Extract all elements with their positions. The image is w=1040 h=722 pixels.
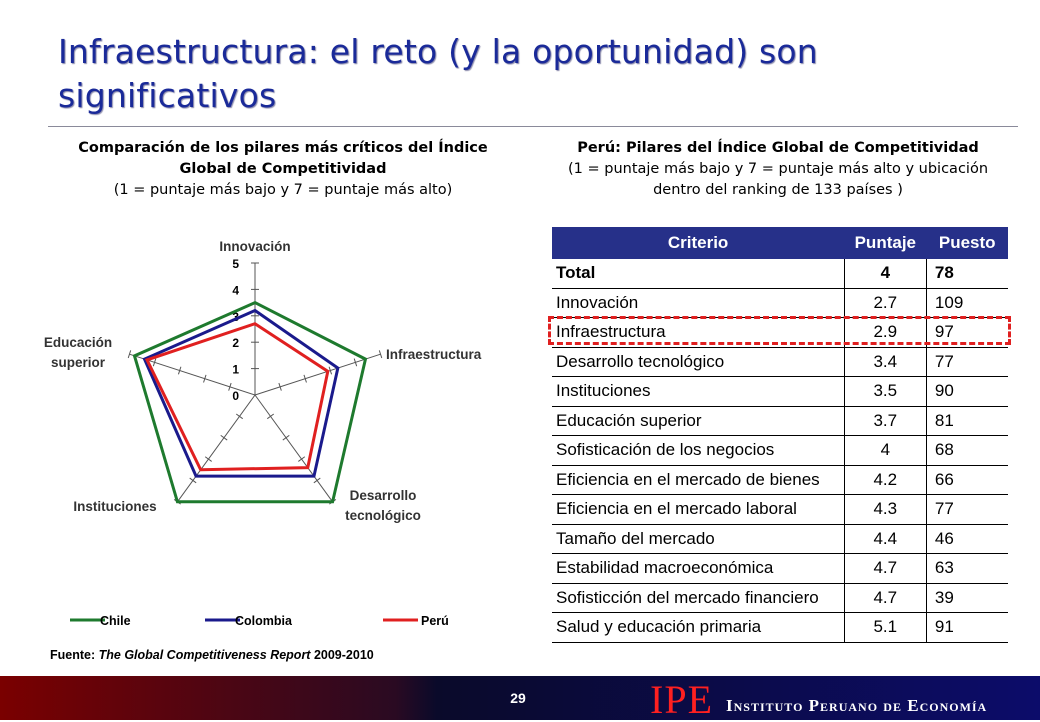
radar-subtitle (58, 138, 508, 201)
ipe-logo: IPE (650, 677, 713, 722)
radar-tick-mark (267, 414, 273, 419)
radar-tick-label: 2 (232, 336, 239, 351)
table-note: (1 = puntaje más bajo y 7 = puntaje más alto y ubicación dentro del ranking de 133 países ) (567, 161, 989, 198)
source-title: The Global Competitiveness Report (98, 648, 311, 662)
radar-tick-label: 0 (232, 389, 239, 403)
legend-label-1: Colombia (235, 614, 292, 628)
cell-puesto: 39 (926, 583, 1008, 613)
table-row (552, 554, 1008, 584)
radar-heading: Comparación de los pilares más críticos del Índice Global de Competitividad (78, 140, 488, 177)
radar-note: (1 = puntaje más bajo y 7 = puntaje más alto) (113, 182, 453, 198)
col-header-puntaje: Puntaje (844, 227, 926, 259)
infraestructura-highlight (548, 316, 1011, 345)
cell-puesto: 66 (926, 465, 1008, 495)
cell-puesto: 109 (926, 288, 1008, 318)
cell-criterio: Instituciones (552, 377, 844, 407)
source-year: 2009-2010 (313, 648, 374, 662)
radar-category-label: Innovación (219, 239, 291, 254)
table-subtitle (548, 138, 1008, 201)
table-row (552, 347, 1008, 377)
source-note (50, 648, 374, 662)
cell-puesto: 78 (926, 259, 1008, 288)
title-divider (48, 126, 1018, 127)
cell-criterio: Sofisticción del mercado financiero (552, 583, 844, 613)
cell-puesto: 81 (926, 406, 1008, 436)
cell-criterio: Eficiencia en el mercado laboral (552, 495, 844, 525)
cell-puntaje: 4.4 (844, 524, 926, 554)
cell-puntaje: 4.2 (844, 465, 926, 495)
cell-puntaje: 4 (844, 436, 926, 466)
cell-puesto: 63 (926, 554, 1008, 584)
radar-tick-label: 5 (232, 257, 239, 271)
table-row (552, 436, 1008, 466)
radar-tick-mark (205, 457, 211, 462)
radar-tick-mark (283, 435, 289, 440)
radar-category-label: Educación superior (43, 335, 113, 370)
table-header-row (552, 227, 1008, 259)
cell-criterio: Estabilidad macroeconómica (552, 554, 844, 584)
table-row (552, 406, 1008, 436)
radar-category-label: Instituciones (73, 499, 157, 514)
cell-criterio: Educación superior (552, 406, 844, 436)
page-title: Infraestructura: el reto (y la oportunidad) son significativos (58, 32, 818, 115)
cell-puesto: 46 (926, 524, 1008, 554)
cell-puntaje: 2.7 (844, 288, 926, 318)
table-heading: Perú: Pilares del Índice Global de Competitividad (577, 140, 979, 156)
cell-puntaje: 4.7 (844, 583, 926, 613)
cell-puesto: 97 (926, 318, 1008, 348)
radar-tick-mark (190, 478, 196, 483)
cell-puesto: 90 (926, 377, 1008, 407)
radar-tick-label: 4 (232, 283, 239, 298)
cell-criterio: Total (552, 259, 844, 288)
radar-tick-label: 1 (232, 362, 239, 377)
table-row (552, 524, 1008, 554)
cell-puesto: 77 (926, 347, 1008, 377)
table-row (552, 465, 1008, 495)
radar-tick-label: 3 (232, 309, 239, 324)
radar-tick-mark (221, 435, 227, 440)
cell-puesto: 91 (926, 613, 1008, 643)
cell-criterio: Salud y educación primaria (552, 613, 844, 643)
col-header-criterio: Criterio (552, 227, 844, 259)
table-row (552, 377, 1008, 407)
cell-criterio: Infraestructura (552, 318, 844, 348)
radar-tick-mark (298, 457, 304, 462)
page-number: 29 (510, 690, 526, 706)
radar-category-label: Desarrollo tecnológico (345, 488, 421, 523)
cell-puntaje: 3.4 (844, 347, 926, 377)
table-row (552, 495, 1008, 525)
cell-puesto: 77 (926, 495, 1008, 525)
legend-label-0: Chile (100, 614, 131, 628)
radar-category-label: Infraestructura (386, 347, 482, 362)
table-row (552, 288, 1008, 318)
cell-puntaje: 3.5 (844, 377, 926, 407)
cell-criterio: Tamaño del mercado (552, 524, 844, 554)
cell-criterio: Innovación (552, 288, 844, 318)
table-row (552, 583, 1008, 613)
cell-puntaje: 4.7 (844, 554, 926, 584)
table-row (552, 259, 1008, 288)
legend-label-2: Perú (421, 614, 449, 628)
organization-name: Instituto Peruano de Economía (726, 696, 988, 715)
cell-puntaje: 5.1 (844, 613, 926, 643)
cell-puntaje: 3.7 (844, 406, 926, 436)
criteria-table (552, 227, 1008, 643)
cell-puntaje: 4.3 (844, 495, 926, 525)
cell-criterio: Sofisticación de los negocios (552, 436, 844, 466)
cell-criterio: Eficiencia en el mercado de bienes (552, 465, 844, 495)
cell-puntaje: 2.9 (844, 318, 926, 348)
radar-tick-mark (314, 478, 320, 483)
table-row (552, 613, 1008, 643)
radar-series-1 (145, 311, 338, 477)
radar-chart (0, 225, 530, 645)
cell-puesto: 68 (926, 436, 1008, 466)
cell-criterio: Desarrollo tecnológico (552, 347, 844, 377)
col-header-puesto: Puesto (926, 227, 1008, 259)
cell-puntaje: 4 (844, 259, 926, 288)
radar-tick-mark (236, 414, 242, 419)
source-label: Fuente: (50, 648, 96, 662)
